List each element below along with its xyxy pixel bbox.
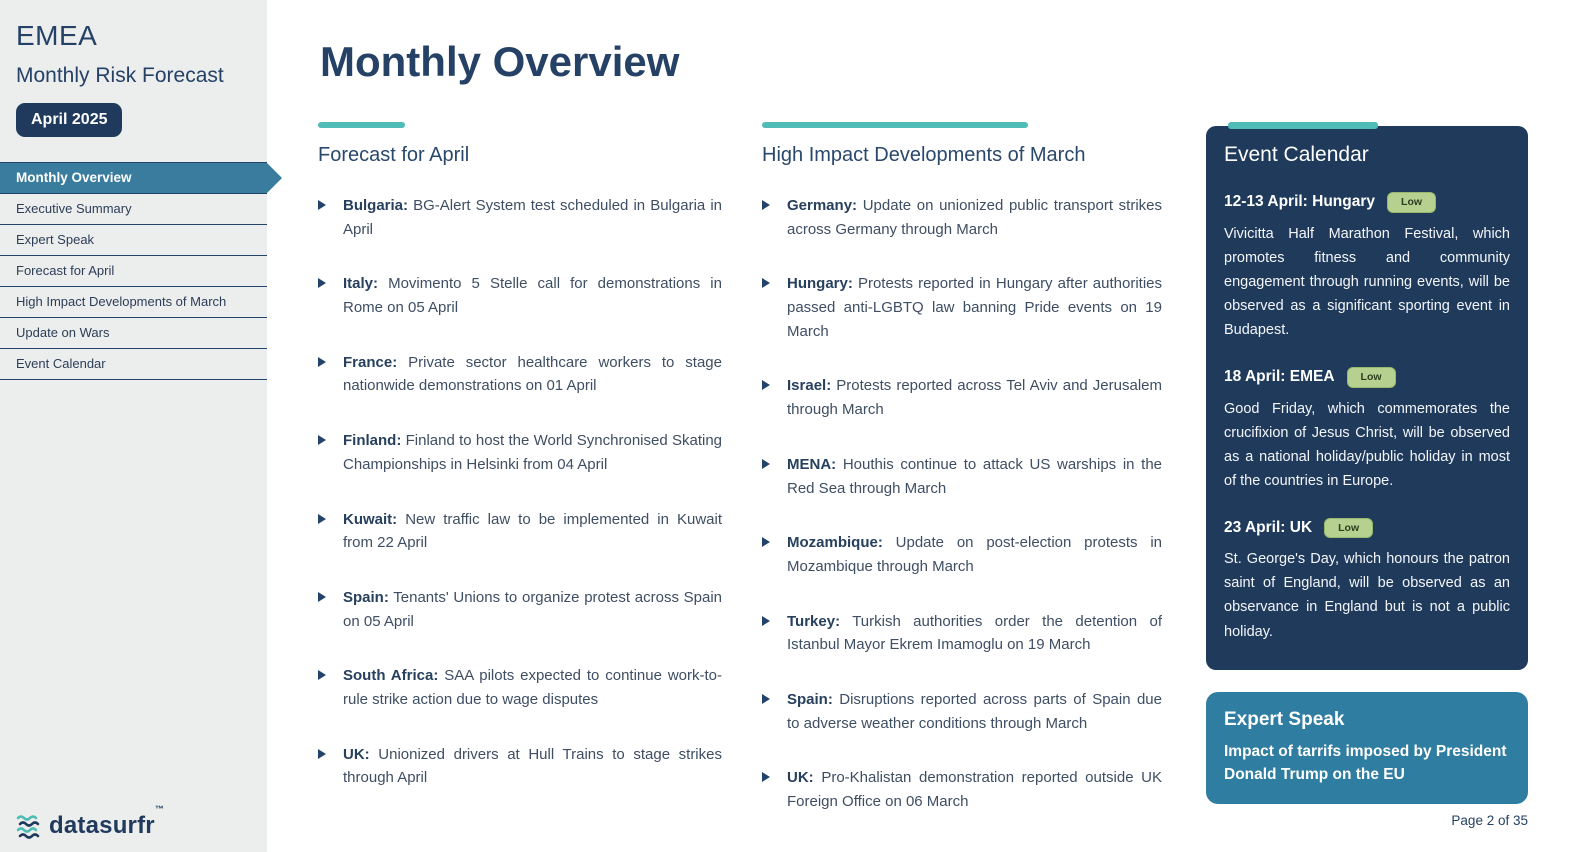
section-forecast-for-april — [318, 122, 722, 821]
list-item — [318, 664, 722, 711]
item-country: Spain: — [787, 690, 833, 708]
item-country: MENA: — [787, 455, 837, 473]
list-item — [762, 531, 1162, 578]
logo-text: datasurfr — [49, 812, 155, 839]
logo-wordmark — [49, 804, 165, 840]
item-country: South Africa: — [343, 667, 439, 685]
item-country: Israel: — [787, 377, 832, 395]
list-item — [318, 351, 722, 398]
list-item — [762, 194, 1162, 241]
item-text: Finland to host the World Synchronised Skating Championships in Helsinki from 04 April — [343, 432, 722, 473]
list-item — [318, 743, 722, 790]
waves-logo-icon — [16, 813, 43, 840]
page-number: Page 2 of 35 — [1451, 813, 1528, 828]
sidebar-item-update-on-wars[interactable]: Update on Wars — [0, 318, 267, 349]
column-heading: Forecast for April — [318, 144, 470, 166]
item-text: BG-Alert System test scheduled in Bulgaria in April — [343, 197, 722, 238]
sidebar-item-monthly-overview[interactable]: Monthly Overview — [0, 163, 267, 194]
event-calendar-title: Event Calendar — [1224, 143, 1369, 166]
item-text: Pro-Khalistan demonstration reported outside UK Foreign Office on 06 March — [787, 769, 1163, 810]
severity-badge: Low — [1324, 518, 1373, 539]
event-date: 18 April: EMEA — [1224, 368, 1335, 386]
bullet-triangle-icon — [762, 616, 770, 626]
sidebar-header — [0, 0, 267, 137]
list-item — [318, 272, 722, 319]
list-item — [318, 429, 722, 476]
item-text: Update on post-election protests in Mozambique through March — [787, 534, 1162, 575]
sidebar-item-forecast-for-april[interactable]: Forecast for April — [0, 256, 267, 287]
bullet-triangle-icon — [762, 278, 770, 288]
report-title: Monthly Risk Forecast — [16, 64, 224, 87]
page-title: Monthly Overview — [320, 38, 680, 85]
item-country: Bulgaria: — [343, 197, 409, 214]
item-country: Mozambique: — [787, 534, 883, 552]
report-region: EMEA — [16, 20, 98, 51]
list-item — [762, 272, 1162, 343]
column-heading: High Impact Developments of March — [762, 144, 1086, 166]
teal-accent-bar — [318, 122, 405, 128]
list-item — [318, 194, 722, 241]
item-country: Germany: — [787, 197, 858, 214]
sidebar-item-high-impact-developments[interactable]: High Impact Developments of March — [0, 287, 267, 318]
expert-speak-title: Expert Speak — [1224, 709, 1345, 730]
bullet-triangle-icon — [318, 357, 326, 367]
teal-accent-bar — [1228, 122, 1378, 129]
sidebar — [0, 0, 267, 852]
event-entry — [1224, 518, 1510, 644]
teal-accent-bar — [762, 122, 1028, 128]
severity-badge: Low — [1347, 367, 1396, 388]
item-text: Disruptions reported across parts of Spain due to adverse weather conditions through March — [787, 690, 1162, 732]
event-date: 23 April: UK — [1224, 519, 1313, 537]
item-text: Tenants' Unions to organize protest across Spain on 05 April — [343, 588, 723, 630]
item-country: Spain: — [343, 588, 389, 606]
item-text: Unionized drivers at Hull Trains to stage strikes through April — [343, 745, 722, 787]
bullet-triangle-icon — [318, 514, 326, 524]
item-text: Private sector healthcare workers to stage nationwide demonstrations on 01 April — [343, 353, 722, 395]
item-country: Italy: — [343, 275, 379, 293]
event-date: 12-13 April: Hungary — [1224, 193, 1376, 211]
bullet-triangle-icon — [318, 278, 326, 288]
item-country: Kuwait: — [343, 510, 398, 528]
item-text: SAA pilots expected to continue work-to-rule strike action due to wage disputes — [343, 667, 722, 708]
expert-speak-text: Impact of tarrifs imposed by President Donald Trump on the EU — [1224, 743, 1507, 784]
bullet-triangle-icon — [318, 749, 326, 759]
item-text: Turkish authorities order the detention of Istanbul Mayor Ekrem Imamoglu on 19 March — [787, 612, 1162, 654]
event-entry — [1224, 192, 1510, 342]
list-item — [762, 453, 1162, 500]
bullet-triangle-icon — [318, 200, 326, 210]
list-item — [762, 610, 1162, 657]
bullet-triangle-icon — [762, 694, 770, 704]
bullet-triangle-icon — [762, 537, 770, 547]
bullet-triangle-icon — [762, 200, 770, 210]
item-country: Finland: — [343, 432, 402, 450]
list-item — [318, 508, 722, 555]
sidebar-nav — [0, 162, 267, 380]
bullet-triangle-icon — [762, 380, 770, 390]
event-description: Vivicitta Half Marathon Festival, which promotes fitness and community engagement through running events, will be observed as a significant sporting event in Budapest. — [1224, 225, 1510, 338]
bullet-triangle-icon — [318, 592, 326, 602]
list-item — [762, 766, 1162, 813]
sidebar-item-expert-speak[interactable]: Expert Speak — [0, 225, 267, 256]
bullet-triangle-icon — [762, 772, 770, 782]
item-text: New traffic law to be implemented in Kuwait from 22 April — [343, 510, 723, 552]
bullet-triangle-icon — [318, 435, 326, 445]
severity-badge: Low — [1387, 192, 1436, 213]
item-text: Update on unionized public transport strikes across Germany through March — [787, 197, 1162, 238]
expert-speak-card — [1206, 692, 1528, 804]
datasurfr-logo — [16, 804, 165, 840]
sidebar-item-executive-summary[interactable]: Executive Summary — [0, 194, 267, 225]
item-text: Protests reported in Hungary after authorities passed anti-LGBTQ law banning Pride events on 19 March — [787, 275, 1163, 340]
forecast-list — [318, 194, 722, 790]
month-badge: April 2025 — [16, 103, 122, 137]
item-country: Turkey: — [787, 612, 841, 630]
list-item — [762, 688, 1162, 735]
logo-trademark: ™ — [154, 804, 165, 814]
item-text: Houthis continue to attack US warships in the Red Sea through March — [787, 455, 1163, 497]
list-item — [318, 586, 722, 633]
bullet-triangle-icon — [762, 459, 770, 469]
item-country: Hungary: — [787, 275, 853, 293]
event-calendar-card — [1206, 126, 1528, 670]
event-description: Good Friday, which commemorates the crucifixion of Jesus Christ, will be observed as a national holiday/public holiday in most of the countries in Europe. — [1224, 400, 1510, 489]
list-item — [762, 374, 1162, 421]
sidebar-item-event-calendar[interactable]: Event Calendar — [0, 349, 267, 380]
item-country: France: — [343, 353, 398, 371]
item-text: Protests reported across Tel Aviv and Jerusalem through March — [787, 377, 1163, 419]
item-country: UK: — [787, 769, 814, 787]
item-text: Movimento 5 Stelle call for demonstrations in Rome on 05 April — [343, 275, 722, 317]
event-description: St. George's Day, which honours the patron saint of England, will be observed as an observance in England but is not a public holiday. — [1224, 551, 1510, 640]
section-high-impact-developments — [762, 122, 1162, 845]
bullet-triangle-icon — [318, 670, 326, 680]
developments-list — [762, 194, 1162, 814]
event-entry — [1224, 367, 1510, 493]
item-country: UK: — [343, 745, 370, 763]
